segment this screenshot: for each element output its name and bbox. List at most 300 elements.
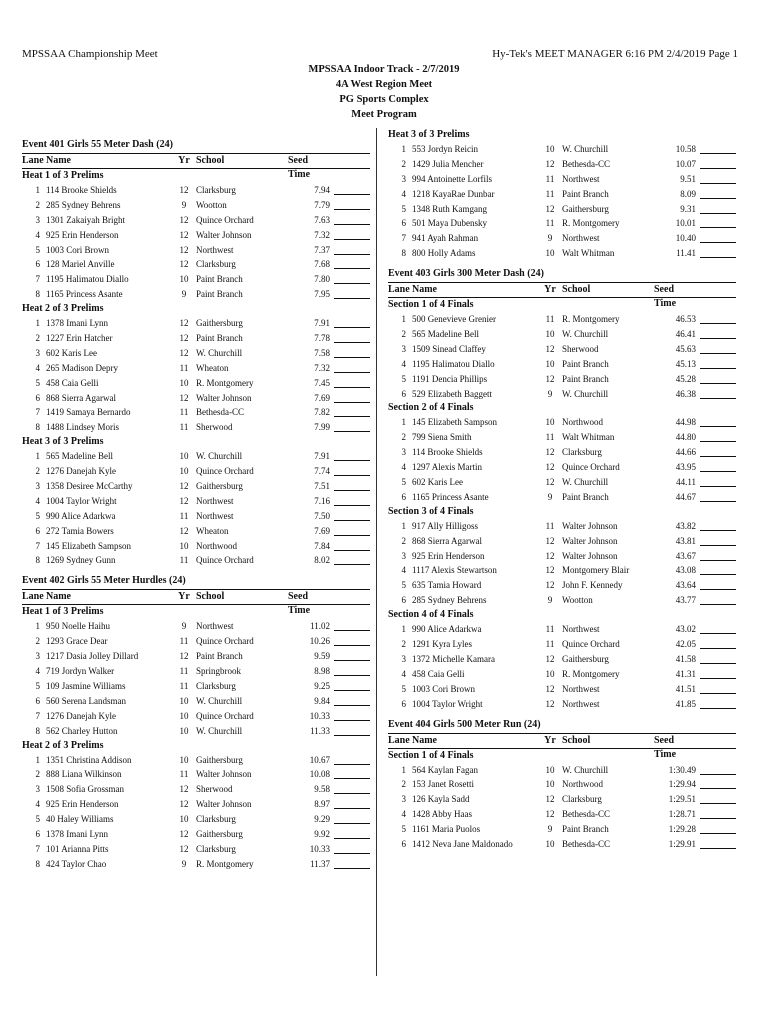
heat-label: Heat 1 of 3 Prelims xyxy=(22,606,104,618)
result-blank-line xyxy=(700,447,736,457)
lane-number: 4 xyxy=(35,362,40,373)
athlete-school: Walter Johnson xyxy=(196,229,252,240)
seed-time: 7.58 xyxy=(314,347,330,358)
athlete-year: 11 xyxy=(179,636,189,647)
lane-number: 7 xyxy=(35,843,40,854)
seed-time: 7.78 xyxy=(314,333,330,344)
athlete-year: 12 xyxy=(545,580,555,591)
athlete-year: 12 xyxy=(545,203,555,214)
athlete-year: 9 xyxy=(547,233,553,244)
lane-number: 2 xyxy=(35,333,40,344)
seed-time: 43.82 xyxy=(675,520,696,531)
athlete-name: 1372 Michelle Kamara xyxy=(412,653,495,664)
lane-number: 8 xyxy=(401,248,406,259)
result-blank-line xyxy=(334,245,370,255)
entry-row xyxy=(22,827,370,842)
result-blank-line xyxy=(700,417,736,427)
lane-number: 6 xyxy=(35,392,40,403)
athlete-school: W. Churchill xyxy=(562,477,609,488)
result-blank-line xyxy=(700,492,736,502)
athlete-name: 799 Siena Smith xyxy=(412,432,472,443)
entry-row xyxy=(388,549,736,564)
result-blank-line xyxy=(334,541,370,551)
athlete-name: 114 Brooke Shields xyxy=(412,447,483,458)
lane-number: 1 xyxy=(401,417,406,428)
athlete-school: Northwest xyxy=(196,621,234,632)
entry-row xyxy=(22,257,370,272)
entry-row xyxy=(388,697,736,712)
seed-time: 42.05 xyxy=(675,639,696,650)
column-header-lane: Lane xyxy=(22,591,44,603)
lane-number: 4 xyxy=(401,358,406,369)
result-blank-line xyxy=(700,159,736,169)
lane-number: 1 xyxy=(401,624,406,635)
seed-time: 9.84 xyxy=(314,695,330,706)
athlete-name: 1378 Imani Lynn xyxy=(46,318,108,329)
lane-number: 1 xyxy=(401,520,406,531)
athlete-school: Northwest xyxy=(562,173,600,184)
athlete-name: 424 Taylor Chao xyxy=(46,858,107,869)
seed-time: 7.51 xyxy=(314,481,330,492)
athlete-year: 12 xyxy=(179,214,189,225)
seed-time: 1:30.49 xyxy=(668,764,696,775)
lane-number: 2 xyxy=(35,199,40,210)
seed-time: 45.13 xyxy=(675,358,696,369)
entry-row xyxy=(22,183,370,198)
entry-row xyxy=(388,519,736,534)
lane-number: 7 xyxy=(35,407,40,418)
entry-row xyxy=(388,445,736,460)
entry-row xyxy=(22,243,370,258)
entry-row xyxy=(22,376,370,391)
athlete-year: 10 xyxy=(545,329,555,340)
entry-row xyxy=(388,682,736,697)
lane-number: 4 xyxy=(401,462,406,473)
seed-time: 44.66 xyxy=(675,447,696,458)
lane-number: 5 xyxy=(35,814,40,825)
event-e401 xyxy=(22,138,370,568)
athlete-name: 1195 Halimatou Diallo xyxy=(46,274,129,285)
lane-number: 3 xyxy=(35,481,40,492)
athlete-school: Northwest xyxy=(196,495,234,506)
athlete-year: 11 xyxy=(545,173,555,184)
seed-time: 43.95 xyxy=(675,462,696,473)
athlete-year: 12 xyxy=(179,318,189,329)
result-blank-line xyxy=(334,696,370,706)
athlete-school: R. Montgomery xyxy=(562,314,620,325)
seed-time: 9.92 xyxy=(314,828,330,839)
event-title: Event 402 Girls 55 Meter Hurdles (24) xyxy=(22,575,186,587)
athlete-school: Clarksburg xyxy=(196,680,236,691)
result-blank-line xyxy=(334,636,370,646)
event-e402 xyxy=(22,574,370,871)
athlete-year: 10 xyxy=(545,779,555,790)
athlete-school: W. Churchill xyxy=(196,347,243,358)
athlete-name: 1117 Alexis Stewartson xyxy=(412,565,497,576)
athlete-school: John F. Kennedy xyxy=(562,580,623,591)
athlete-name: 719 Jordyn Walker xyxy=(46,666,115,677)
athlete-name: 501 Maya Dubensky xyxy=(412,218,487,229)
entry-row xyxy=(22,449,370,464)
lane-number: 3 xyxy=(401,794,406,805)
column-header-lane: Lane xyxy=(22,155,44,166)
athlete-school: Clarksburg xyxy=(196,843,236,854)
result-blank-line xyxy=(334,407,370,417)
seed-time: 9.31 xyxy=(680,203,696,214)
athlete-school: Walter Johnson xyxy=(562,550,618,561)
athlete-school: Paint Branch xyxy=(196,289,243,300)
lane-number: 4 xyxy=(35,495,40,506)
entry-row xyxy=(388,246,736,261)
athlete-school: Quince Orchard xyxy=(562,462,620,473)
lane-number: 3 xyxy=(35,784,40,795)
lane-number: 1 xyxy=(35,621,40,632)
athlete-school: R. Montgomery xyxy=(196,858,254,869)
result-blank-line xyxy=(334,799,370,809)
athlete-name: 1191 Dencia Phillips xyxy=(412,373,488,384)
athlete-year: 12 xyxy=(179,784,189,795)
result-blank-line xyxy=(700,204,736,214)
athlete-school: W. Churchill xyxy=(562,329,609,340)
heat-label: Heat 3 of 3 Prelims xyxy=(22,436,104,448)
athlete-name: 500 Genevieve Grenier xyxy=(412,314,496,325)
column-header-yr: Yr xyxy=(178,591,190,603)
athlete-name: 1509 Sinead Claffey xyxy=(412,343,486,354)
lane-number: 6 xyxy=(401,388,406,399)
athlete-name: 553 Jordyn Reicin xyxy=(412,144,478,154)
seed-time: 45.28 xyxy=(675,373,696,384)
result-blank-line xyxy=(334,621,370,631)
athlete-year: 12 xyxy=(545,373,555,384)
lane-number: 5 xyxy=(401,580,406,591)
seed-time: 7.95 xyxy=(314,289,330,300)
athlete-year: 12 xyxy=(179,651,189,662)
entry-row xyxy=(22,679,370,694)
seed-time: 46.41 xyxy=(675,329,696,340)
athlete-name: 950 Noelle Haihu xyxy=(46,621,110,632)
lane-number: 2 xyxy=(401,329,406,340)
heat-label: Heat 2 of 3 Prelims xyxy=(22,739,104,751)
athlete-name: 285 Sydney Behrens xyxy=(46,199,121,210)
entry-row xyxy=(388,578,736,593)
entry-row xyxy=(22,857,370,872)
lane-number: 3 xyxy=(401,173,406,184)
result-blank-line xyxy=(334,200,370,210)
lane-number: 5 xyxy=(401,683,406,694)
athlete-year: 9 xyxy=(547,824,553,835)
entry-row xyxy=(388,202,736,217)
result-blank-line xyxy=(334,481,370,491)
entry-row xyxy=(388,231,736,246)
result-blank-line xyxy=(700,794,736,804)
heat-label: Heat 1 of 3 Prelims xyxy=(22,170,104,181)
lane-number: 6 xyxy=(401,698,406,709)
column-divider xyxy=(376,128,377,976)
result-blank-line xyxy=(334,814,370,824)
column-header-school: School xyxy=(196,155,225,166)
athlete-year: 12 xyxy=(545,477,555,488)
athlete-year: 12 xyxy=(179,347,189,358)
result-blank-line xyxy=(700,248,736,258)
athlete-year: 12 xyxy=(545,535,555,546)
entry-row xyxy=(22,782,370,797)
athlete-school: Montgomery Blair xyxy=(562,565,630,576)
athlete-name: 1488 Lindsey Moris xyxy=(46,422,119,433)
result-blank-line xyxy=(700,765,736,775)
athlete-year: 10 xyxy=(545,144,555,154)
seed-time: 7.32 xyxy=(314,229,330,240)
lane-number: 2 xyxy=(401,432,406,443)
athlete-name: 1195 Halimatou Diallo xyxy=(412,358,495,369)
athlete-school: Bethesda-CC xyxy=(196,407,244,418)
athlete-year: 11 xyxy=(179,555,189,566)
athlete-name: 941 Ayah Rahman xyxy=(412,233,479,244)
seed-time: 1:28.71 xyxy=(668,809,696,820)
athlete-school: Paint Branch xyxy=(562,373,609,384)
lane-number: 8 xyxy=(35,289,40,300)
lane-number: 6 xyxy=(35,259,40,270)
athlete-school: Paint Branch xyxy=(196,274,243,285)
result-blank-line xyxy=(700,809,736,819)
lane-number: 2 xyxy=(35,636,40,647)
result-blank-line xyxy=(334,378,370,388)
result-blank-line xyxy=(700,374,736,384)
lane-number: 5 xyxy=(401,203,406,214)
seed-time: 7.63 xyxy=(314,214,330,225)
seed-time: 41.31 xyxy=(675,668,696,679)
athlete-school: Paint Branch xyxy=(562,188,609,199)
seed-time: 43.08 xyxy=(675,565,696,576)
athlete-school: Clarksburg xyxy=(562,794,602,805)
seed-time: 7.94 xyxy=(314,185,330,195)
entry-row xyxy=(388,387,736,402)
athlete-school: Bethesda-CC xyxy=(562,838,610,849)
athlete-year: 10 xyxy=(179,377,189,388)
result-blank-line xyxy=(334,274,370,284)
athlete-year: 10 xyxy=(179,814,189,825)
athlete-school: Springbrook xyxy=(196,666,241,677)
athlete-school: Northwest xyxy=(562,624,600,635)
seed-time: 7.50 xyxy=(314,510,330,521)
result-blank-line xyxy=(334,859,370,869)
athlete-year: 12 xyxy=(545,698,555,709)
athlete-year: 11 xyxy=(545,188,555,199)
event-e402-continued xyxy=(388,128,736,261)
result-blank-line xyxy=(334,289,370,299)
result-blank-line xyxy=(334,511,370,521)
right-column xyxy=(388,128,736,858)
result-blank-line xyxy=(334,526,370,536)
column-header-school: School xyxy=(562,734,591,746)
athlete-school: Gaithersburg xyxy=(196,754,243,765)
athlete-year: 9 xyxy=(547,595,553,606)
athlete-school: Sherwood xyxy=(196,422,233,433)
seed-time: 9.29 xyxy=(314,814,330,825)
athlete-year: 11 xyxy=(179,666,189,677)
athlete-name: 994 Antoinette Lorfils xyxy=(412,173,492,184)
heat-label: Section 1 of 4 Finals xyxy=(388,299,474,311)
athlete-name: 1293 Grace Dear xyxy=(46,636,108,647)
athlete-year: 10 xyxy=(545,248,555,259)
athlete-name: 458 Caia Gelli xyxy=(412,668,465,679)
athlete-year: 11 xyxy=(179,407,189,418)
lane-number: 5 xyxy=(35,680,40,691)
entry-row xyxy=(388,415,736,430)
result-blank-line xyxy=(334,651,370,661)
lane-number: 3 xyxy=(35,347,40,358)
result-blank-line xyxy=(700,654,736,664)
result-blank-line xyxy=(700,779,736,789)
athlete-school: Wheaton xyxy=(196,362,229,373)
result-blank-line xyxy=(700,314,736,324)
column-header-lane: Lane xyxy=(388,284,410,296)
seed-time: 8.09 xyxy=(680,188,696,199)
athlete-school: Northwood xyxy=(196,540,237,551)
athlete-name: 868 Sierra Agarwal xyxy=(46,392,116,403)
athlete-name: 1161 Maria Puolos xyxy=(412,824,481,835)
athlete-school: R. Montgomery xyxy=(562,218,620,229)
entry-row xyxy=(22,753,370,768)
lane-number: 1 xyxy=(35,318,40,329)
seed-time: 46.53 xyxy=(675,314,696,325)
seed-time: 44.11 xyxy=(676,477,696,488)
seed-time: 11.37 xyxy=(310,858,330,869)
lane-number: 2 xyxy=(401,779,406,790)
athlete-year: 12 xyxy=(179,828,189,839)
result-blank-line xyxy=(700,536,736,546)
athlete-school: Gaithersburg xyxy=(562,653,609,664)
athlete-school: Wheaton xyxy=(196,525,229,536)
athlete-year: 12 xyxy=(545,809,555,820)
athlete-year: 11 xyxy=(179,510,189,521)
lane-number: 3 xyxy=(401,550,406,561)
seed-time: 43.67 xyxy=(675,550,696,561)
athlete-name: 990 Alice Adarkwa xyxy=(412,624,482,635)
entry-row xyxy=(388,563,736,578)
athlete-school: Paint Branch xyxy=(562,358,609,369)
athlete-name: 1217 Dasia Jolley Dillard xyxy=(46,651,139,662)
meet-venue: PG Sports Complex xyxy=(339,94,429,105)
athlete-school: W. Churchill xyxy=(196,695,243,706)
athlete-year: 10 xyxy=(545,417,555,428)
result-blank-line xyxy=(700,329,736,339)
result-blank-line xyxy=(700,521,736,531)
lane-number: 1 xyxy=(401,144,406,154)
athlete-school: Clarksburg xyxy=(562,447,602,458)
athlete-name: 1165 Princess Asante xyxy=(46,289,123,300)
seed-time: 7.91 xyxy=(314,451,330,462)
result-blank-line xyxy=(700,699,736,709)
entry-row xyxy=(388,622,736,637)
seed-time: 10.40 xyxy=(675,233,696,244)
entry-row xyxy=(388,652,736,667)
athlete-school: Walt Whitman xyxy=(562,248,615,259)
athlete-year: 10 xyxy=(545,838,555,849)
athlete-year: 10 xyxy=(179,710,189,721)
seed-time: 7.45 xyxy=(314,377,330,388)
result-blank-line xyxy=(700,218,736,228)
lane-number: 1 xyxy=(401,764,406,775)
athlete-school: Quince Orchard xyxy=(196,710,254,721)
seed-time: 41.51 xyxy=(675,683,696,694)
heat-label: Section 1 of 4 Finals xyxy=(388,749,474,761)
entry-row xyxy=(22,634,370,649)
lane-number: 4 xyxy=(401,668,406,679)
result-blank-line xyxy=(334,215,370,225)
athlete-year: 9 xyxy=(181,858,187,869)
athlete-year: 12 xyxy=(179,229,189,240)
athlete-year: 12 xyxy=(179,259,189,270)
seed-time: 1:29.94 xyxy=(668,779,696,790)
athlete-school: Quince Orchard xyxy=(196,555,254,566)
athlete-school: Northwood xyxy=(562,417,603,428)
athlete-year: 11 xyxy=(179,680,189,691)
athlete-year: 9 xyxy=(181,199,187,210)
entry-row xyxy=(388,357,736,372)
athlete-school: Paint Branch xyxy=(196,333,243,344)
result-blank-line xyxy=(334,681,370,691)
meet-program: Meet Program xyxy=(351,109,417,120)
athlete-name: 1428 Abby Haas xyxy=(412,809,472,820)
athlete-school: Walter Johnson xyxy=(196,392,252,403)
result-blank-line xyxy=(334,422,370,432)
athlete-name: 272 Tamia Bowers xyxy=(46,525,114,536)
column-header-yr: Yr xyxy=(178,155,190,166)
athlete-year: 9 xyxy=(547,388,553,399)
athlete-name: 1351 Christina Addison xyxy=(46,754,132,765)
column-header-school: School xyxy=(196,591,225,603)
entry-row xyxy=(388,475,736,490)
column-header-seed: Seed Time xyxy=(288,155,311,180)
entry-row xyxy=(22,664,370,679)
athlete-school: Gaithersburg xyxy=(196,318,243,329)
athlete-name: 1301 Zakaiyah Bright xyxy=(46,214,125,225)
event-e404 xyxy=(388,718,736,852)
athlete-year: 9 xyxy=(547,491,553,502)
athlete-name: 1218 KayaRae Dunbar xyxy=(412,188,495,199)
entry-row xyxy=(22,228,370,243)
athlete-school: W. Churchill xyxy=(562,764,609,775)
athlete-school: Northwest xyxy=(196,244,234,255)
result-blank-line xyxy=(700,624,736,634)
result-blank-line xyxy=(700,144,736,154)
left-column xyxy=(22,138,370,878)
column-header-name: Name xyxy=(46,155,71,166)
result-blank-line xyxy=(334,496,370,506)
athlete-name: 800 Holly Adams xyxy=(412,248,476,259)
athlete-school: Gaithersburg xyxy=(196,481,243,492)
seed-time: 7.69 xyxy=(314,525,330,536)
athlete-name: 564 Kaylan Fagan xyxy=(412,764,478,775)
athlete-name: 888 Liana Wilkinson xyxy=(46,769,122,780)
entry-row xyxy=(388,216,736,231)
result-blank-line xyxy=(334,784,370,794)
lane-number: 3 xyxy=(35,214,40,225)
entry-row xyxy=(22,724,370,739)
athlete-year: 12 xyxy=(179,185,189,195)
seed-time: 10.07 xyxy=(675,158,696,169)
lane-number: 5 xyxy=(401,824,406,835)
seed-time: 8.98 xyxy=(314,666,330,677)
athlete-school: W. Churchill xyxy=(196,451,243,462)
result-blank-line xyxy=(334,259,370,269)
lane-number: 8 xyxy=(35,422,40,433)
seed-time: 7.74 xyxy=(314,466,330,477)
athlete-name: 458 Caia Gelli xyxy=(46,377,99,388)
column-header-seed: Seed Time xyxy=(654,284,677,310)
seed-time: 44.67 xyxy=(675,491,696,502)
seed-time: 10.08 xyxy=(309,769,330,780)
